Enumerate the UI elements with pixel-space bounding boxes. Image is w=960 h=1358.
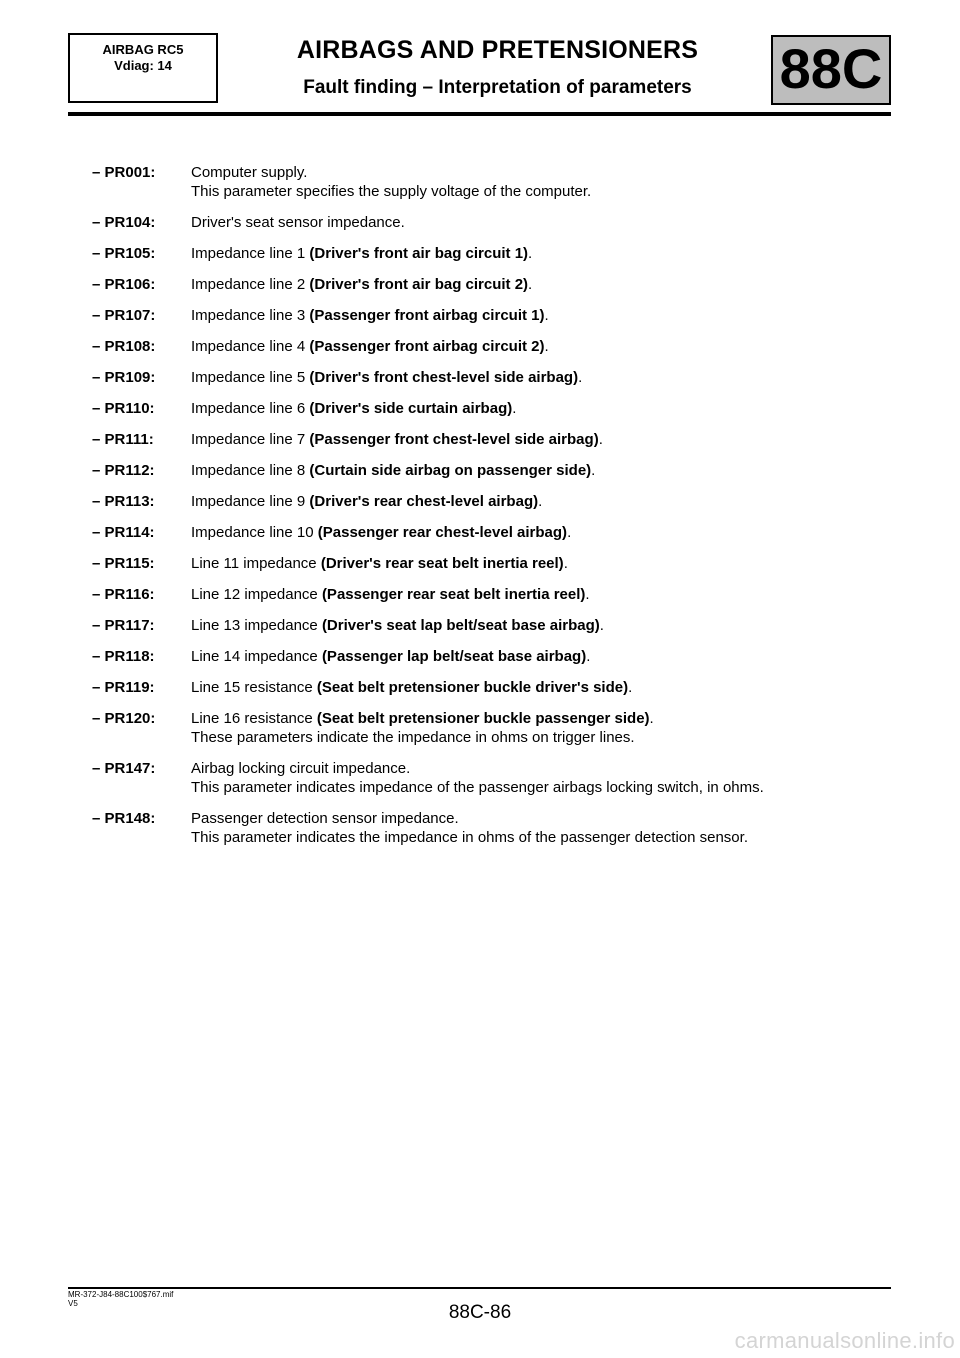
page-title: AIRBAGS AND PRETENSIONERS [296,36,699,64]
parameter-item [92,678,892,697]
parameter-code: – PR107: [92,307,156,324]
parameter-list [92,163,892,859]
parameter-code: – PR106: [92,276,156,293]
parameter-description: Impedance line 8 (Curtain side airbag on passenger side). [191,462,596,479]
parameter-code: – PR001: [92,164,156,181]
parameter-description: Driver's seat sensor impedance. [191,214,405,231]
parameter-code: – PR116: [92,586,155,603]
parameter-description: Impedance line 5 (Driver's front chest-level side airbag). [191,369,583,386]
parameter-description: Computer supply. This parameter specifies the supply voltage of the computer. [191,163,892,201]
vehicle-model: AIRBAG RC5 [102,42,184,57]
parameter-description: Impedance line 6 (Driver's side curtain airbag). [191,400,517,417]
parameter-note: This parameter indicates the impedance in ohms of the passenger detection sensor. [191,829,748,846]
parameter-description: Impedance line 1 (Driver's front air bag circuit 1). [191,245,533,262]
parameter-code: – PR109: [92,369,156,386]
parameter-description: Impedance line 9 (Driver's rear chest-level airbag). [191,493,543,510]
parameter-item [92,244,892,263]
parameter-code: – PR114: [92,524,155,541]
parameter-note: This parameter indicates impedance of the passenger airbags locking switch, in ohms. [191,779,764,796]
parameter-code: – PR115: [92,555,155,572]
parameter-description: Line 12 impedance (Passenger rear seat belt inertia reel). [191,586,590,603]
footer-divider [68,1287,891,1289]
parameter-description: Line 15 resistance (Seat belt pretensioner buckle driver's side). [191,679,633,696]
section-code-badge: 88C [771,35,891,105]
parameter-item [92,275,892,294]
parameter-item [92,430,892,449]
parameter-code: – PR110: [92,400,155,417]
parameter-item [92,461,892,480]
parameter-description: Impedance line 7 (Passenger front chest-level side airbag). [191,431,603,448]
parameter-item [92,759,892,797]
parameter-item [92,306,892,325]
parameter-item [92,585,892,604]
parameter-description: Line 14 impedance (Passenger lap belt/seat base airbag). [191,648,591,665]
parameter-description: Impedance line 2 (Driver's front air bag circuit 2). [191,276,533,293]
parameter-item [92,213,892,232]
parameter-description: Line 16 resistance (Seat belt pretensioner buckle passenger side). These parameters indicate the impedance in ohms on trigger lines. [191,709,892,747]
parameter-code: – PR111: [92,431,154,448]
parameter-item [92,523,892,542]
parameter-code: – PR113: [92,493,155,510]
parameter-item [92,337,892,356]
parameter-note: These parameters indicate the impedance in ohms on trigger lines. [191,729,635,746]
parameter-description: Line 11 impedance (Driver's rear seat belt inertia reel). [191,555,568,572]
parameter-code: – PR148: [92,810,156,827]
parameter-code: – PR120: [92,710,156,727]
parameter-item [92,163,892,201]
vehicle-label-box [68,33,218,103]
watermark: carmanualsonline.info [734,1328,955,1353]
parameter-code: – PR119: [92,679,155,696]
parameter-item [92,809,892,847]
parameter-description: Impedance line 4 (Passenger front airbag circuit 2). [191,338,549,355]
parameter-description: Line 13 impedance (Driver's seat lap belt/seat base airbag). [191,617,604,634]
parameter-code: – PR104: [92,214,156,231]
parameter-item [92,399,892,418]
parameter-item [92,554,892,573]
header-divider [68,112,891,116]
parameter-description: Impedance line 3 (Passenger front airbag circuit 1). [191,307,549,324]
parameter-code: – PR112: [92,462,155,479]
parameter-description: Airbag locking circuit impedance. This parameter indicates impedance of the passenger airbags locking switch, in ohms. [191,759,892,797]
page-number: 88C-86 [448,1302,512,1323]
parameter-code: – PR117: [92,617,155,634]
document-version: V5 [68,1299,78,1308]
parameter-code: – PR147: [92,760,156,777]
parameter-note: This parameter specifies the supply voltage of the computer. [191,183,592,200]
document-reference: MR-372-J84-88C100$767.mif [68,1290,174,1299]
parameter-code: – PR108: [92,338,156,355]
parameter-item [92,492,892,511]
parameter-item [92,647,892,666]
parameter-item [92,709,892,747]
parameter-item [92,368,892,387]
parameter-item [92,616,892,635]
parameter-description: Passenger detection sensor impedance. This parameter indicates the impedance in ohms of the passenger detection sensor. [191,809,892,847]
parameter-code: – PR118: [92,648,155,665]
page-subtitle: Fault finding – Interpretation of parameters [303,77,692,98]
vehicle-vdiag: Vdiag: 14 [114,58,172,73]
parameter-description: Impedance line 10 (Passenger rear chest-level airbag). [191,524,572,541]
parameter-code: – PR105: [92,245,156,262]
